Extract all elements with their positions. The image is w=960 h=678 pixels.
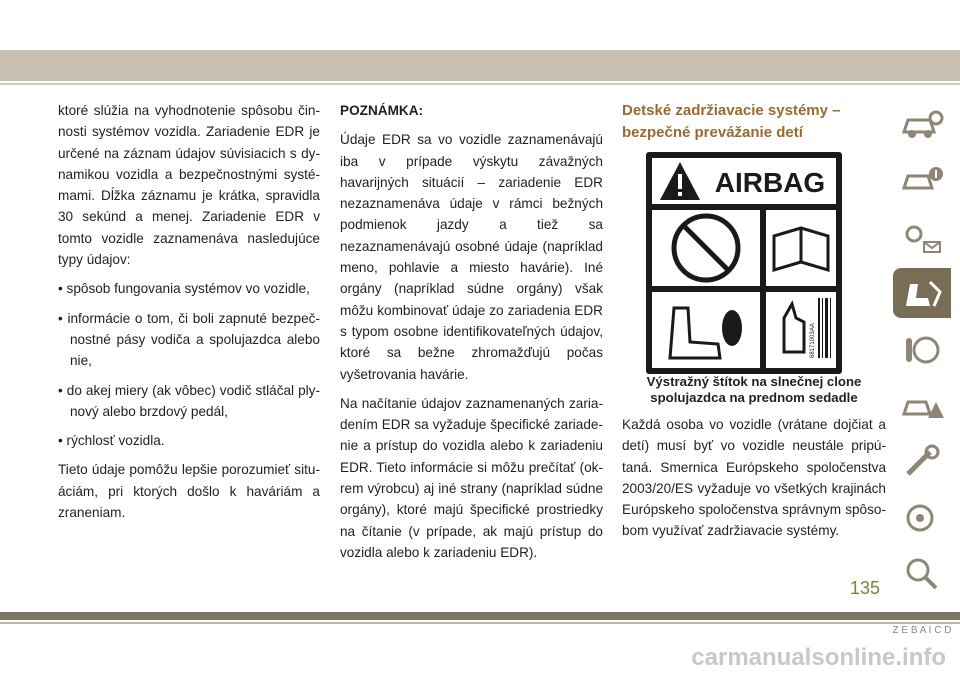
bullet-item: • informácie o tom, či boli zapnuté bezpečnostné pásy vodiča a spolujazdca alebo nie, [58, 310, 320, 369]
header-rule [0, 83, 960, 85]
column-2 [340, 100, 603, 571]
footer-band [0, 612, 960, 620]
body-paragraph: Tieto údaje pomôžu lepšie porozumieť situáciám, pri ktorých došlo k haváriám a zraneniam. [58, 462, 320, 521]
label-code: 68171003AA [810, 323, 816, 358]
page-number: 135 [850, 578, 881, 598]
bullet-item: • spôsob fungovania systémov vo vozidle, [58, 281, 310, 297]
seat-safety-icon[interactable] [893, 268, 951, 318]
bullet-item: • rýchlosť vozidla. [58, 433, 165, 449]
note-title: POZNÁMKA: [340, 103, 424, 118]
svg-text:Z E B A I C D: Z E B A I C D [892, 625, 952, 636]
body-paragraph: ktoré slúžia na vyhodnotenie spôsobu činnosti systémov vozidla. Zariadenie EDR je určené na záznam údajov súvisiacich s dynamikou vozidla a bezpečnostnými systémami. Dĺžka záznamu je krátka, spravidla 30 sekúnd a menej. Zariadenie EDR v tomto vozidle zaznamenáva nasledujúce typy údajov: [58, 103, 320, 268]
service-icon[interactable] [893, 436, 951, 486]
specs-icon[interactable] [893, 492, 951, 542]
body-paragraph: Na načítanie údajov zaznamenaných zariadením EDR sa vyžaduje špecifické zariadenie a prístup do vozidla alebo k zariadeniu EDR. Tieto informácie si môžu prečítať (okrem výrobcu) aj iné strany (napríklad súdne orgány), ktoré majú špecifické prostriedky na čítanie (v prípade, ak majú prístup do vozidla alebo k zariadeniu EDR). [340, 395, 603, 560]
figure-caption: Výstražný štítok na slnečnej clone spolujazdca na prednom sedadle [646, 374, 862, 405]
column-3 [622, 100, 886, 550]
footer-rule [0, 622, 960, 624]
body-paragraph: Každá osoba vo vozidle (vrátane dojčiat a detí) musí byť vo vozidle neustále pripútaná. Smernica Európskeho spoločenstva 2003/20/ES vyžaduje vo všetkých krajinách Európskeho spoločenstva správnym spôsobom využívať zadržiavacie systémy. [622, 417, 886, 539]
warning-lights-icon[interactable] [893, 212, 951, 262]
column-1 [58, 100, 320, 531]
header-band [0, 50, 960, 81]
airbag-label-graphic [646, 152, 842, 374]
airbag-warning-label [646, 152, 842, 374]
chapter-tabs [893, 100, 957, 660]
bullet-item: • do akej miery (ak vôbec) vodič stláčal plynový alebo brzdový pedál, [58, 382, 320, 419]
start-drive-icon[interactable] [893, 324, 951, 374]
emergency-icon[interactable] [893, 380, 951, 430]
car-search-icon[interactable] [893, 100, 951, 150]
note-text: Údaje EDR sa vo vozidle zaznamenávajú iba v prípade výskytu závažných havarijných situácií – zariadenie EDR nezaznamenáva údaje v rámci bežných podmienok jazdy a tiež sa nezaznamenávajú osobné údaje (napríklad meno, pohlavie a miesto havárie). Iné orgány (napríklad súdne orgány) však môžu kombinovať údaje zo zariadenia EDR s typom osobne identifikovateľných údajov, ktoré sa bežne zhromažďujú počas vyšetrovania havárie. [340, 132, 603, 382]
label-heading: AIRBAG [714, 167, 826, 198]
section-title: Detské zadržiavacie systémy – bezpečné prevážanie detí [622, 102, 841, 141]
car-info-icon[interactable] [893, 156, 951, 206]
watermark: carmanualsonline.info [691, 644, 946, 671]
search-index-icon[interactable] [893, 548, 951, 598]
